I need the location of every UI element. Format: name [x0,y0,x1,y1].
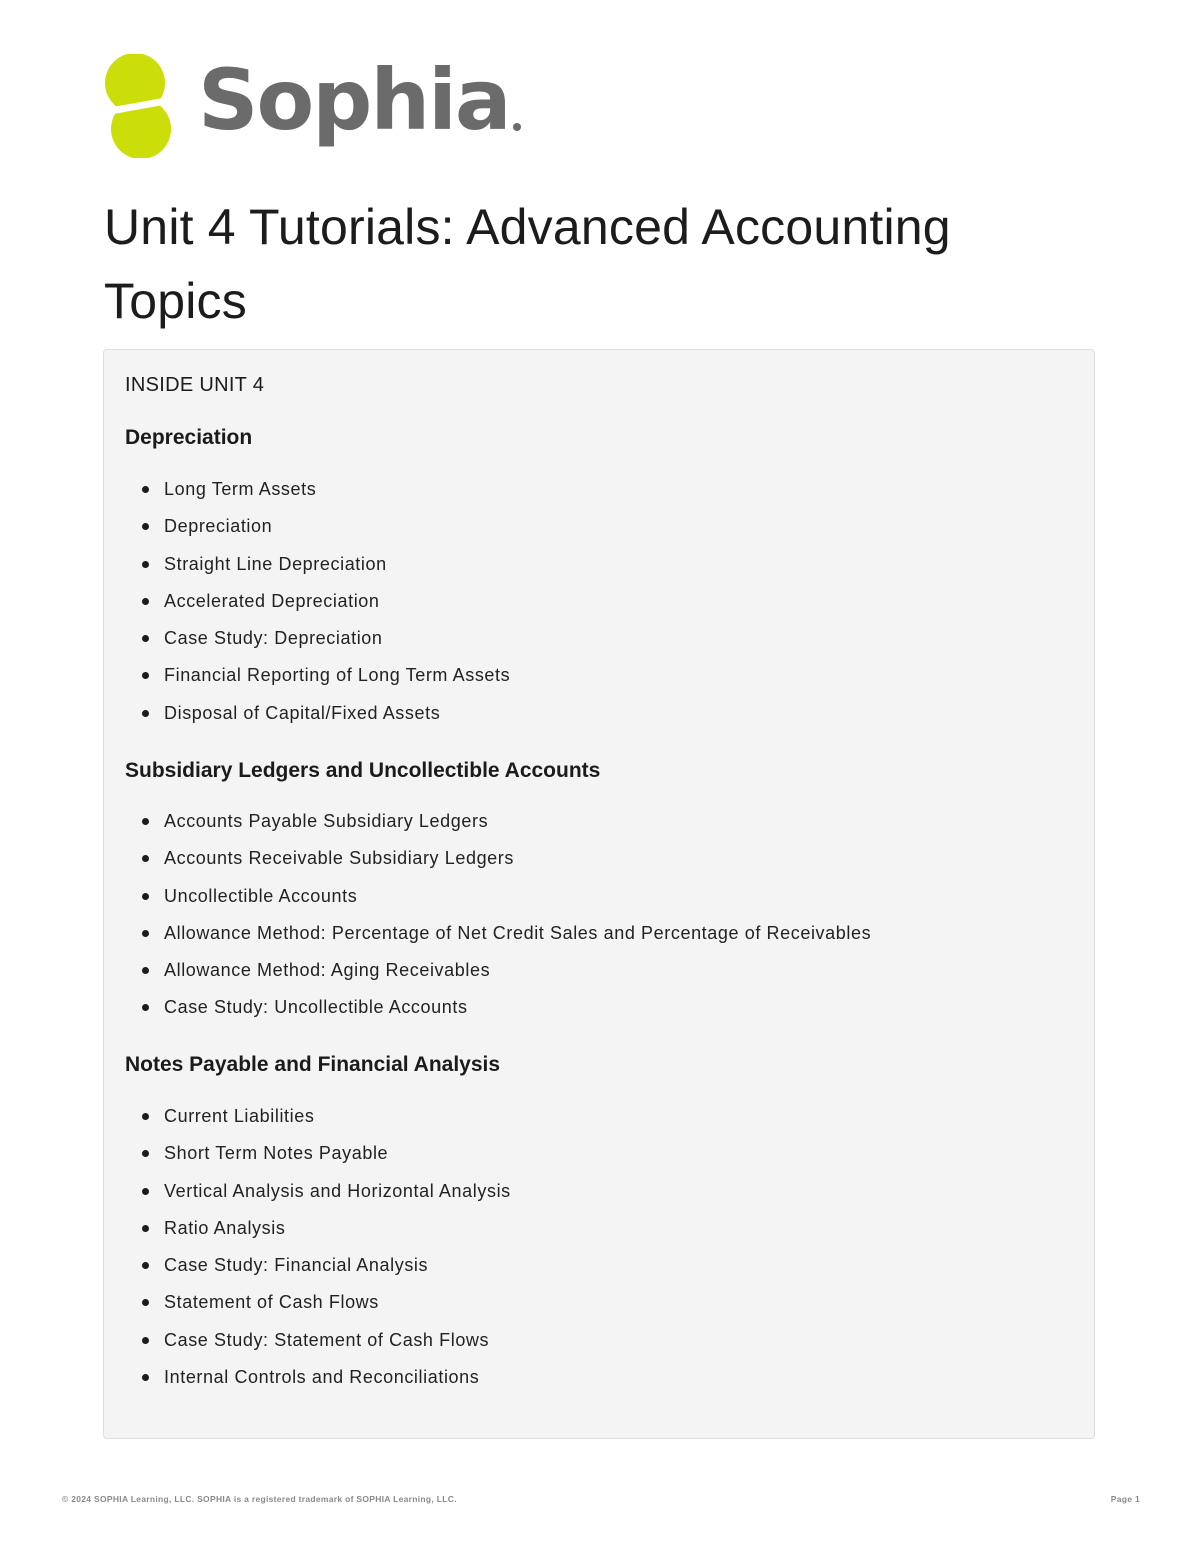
bullet-icon [142,1374,149,1381]
list-item [140,626,510,663]
bullet-icon [142,1225,149,1232]
list-item [140,809,871,846]
list-item-label: Long Term Assets [164,479,317,499]
list-item-label: Allowance Method: Aging Receivables [164,960,491,981]
bullet-icon [142,598,149,605]
list-item [140,958,871,995]
list-item [140,514,510,551]
inside-unit-label: INSIDE UNIT 4 [125,374,265,396]
list-item [140,1253,511,1290]
section-heading-depreciation: Depreciation [125,426,253,449]
bullet-icon [142,818,149,825]
list-item [140,921,871,958]
list-item [140,995,871,1032]
page-number: Page 1 [1110,1494,1140,1504]
bullet-icon [142,1113,149,1120]
bullet-icon [142,1004,149,1011]
list-item-label: Ratio Analysis [164,1217,286,1238]
list-item [140,1104,511,1141]
bullet-icon [142,930,149,937]
list-item [140,552,510,589]
page-title: Unit 4 Tutorials: Advanced Accounting Topics [104,199,951,329]
list-item [140,1328,511,1365]
sophia-logo [100,52,521,160]
list-item-label: Case Study: Financial Analysis [164,1255,429,1276]
list-item-label: Allowance Method: Percentage of Net Credit Sales and Percentage of Receivables [164,922,872,943]
list-item-label: Depreciation [164,516,273,537]
list-item-label: Financial Reporting of Long Term Assets [164,665,511,686]
bullet-icon [142,710,149,717]
list-item-label: Case Study: Uncollectible Accounts [164,997,468,1018]
list-item-label: Case Study: Depreciation [164,628,383,649]
bullet-icon [142,486,149,493]
list-item-label: Accelerated Depreciation [164,590,380,611]
list-item [140,589,510,626]
list-item [140,846,871,883]
list-item-label: Case Study: Statement of Cash Flows [164,1329,490,1350]
bullet-icon [142,523,149,530]
list-item-label: Statement of Cash Flows [164,1292,379,1313]
list-item-label: Accounts Receivable Subsidiary Ledgers [164,848,514,869]
bullet-icon [142,893,149,900]
list-item [140,1179,511,1216]
list-item-label: Accounts Payable Subsidiary Ledgers [164,811,489,831]
list-item [140,663,510,700]
bullet-icon [142,561,149,568]
list-item-label: Short Term Notes Payable [164,1143,389,1164]
list-item-label: Uncollectible Accounts [164,885,358,906]
bullet-icon [142,1299,149,1306]
bullet-icon [142,635,149,642]
copyright-notice: © 2024 SOPHIA Learning, LLC. SOPHIA is a registered trademark of SOPHIA Learning, LLC. [62,1494,457,1504]
section-heading-subsidiary-ledgers: Subsidiary Ledgers and Uncollectible Accounts [125,759,601,782]
notes-payable-topic-list [140,1104,511,1402]
list-item [140,1365,511,1402]
bullet-icon [142,1337,149,1344]
sophia-wordmark: Sophia [198,58,521,142]
bullet-icon [142,1262,149,1269]
bullet-icon [142,1150,149,1157]
list-item [140,1290,511,1327]
sophia-s-mark-icon [100,54,176,158]
bullet-icon [142,967,149,974]
page-footer [62,1494,1140,1504]
list-item-label: Vertical Analysis and Horizontal Analysis [164,1180,511,1201]
list-item [140,477,510,514]
list-item-label: Straight Line Depreciation [164,553,387,574]
bullet-icon [142,1188,149,1195]
list-item [140,1141,511,1178]
inside-unit-box [103,349,1095,1439]
list-item-label: Disposal of Capital/Fixed Assets [164,702,441,723]
section-heading-notes-payable: Notes Payable and Financial Analysis [125,1053,501,1076]
list-item [140,1216,511,1253]
list-item [140,701,510,738]
bullet-icon [142,672,149,679]
depreciation-topic-list [140,477,510,738]
list-item [140,884,871,921]
bullet-icon [142,855,149,862]
wordmark-dot [513,123,521,131]
list-item-label: Internal Controls and Reconciliations [164,1367,480,1388]
subsidiary-ledgers-topic-list [140,809,871,1033]
list-item-label: Current Liabilities [164,1106,315,1126]
